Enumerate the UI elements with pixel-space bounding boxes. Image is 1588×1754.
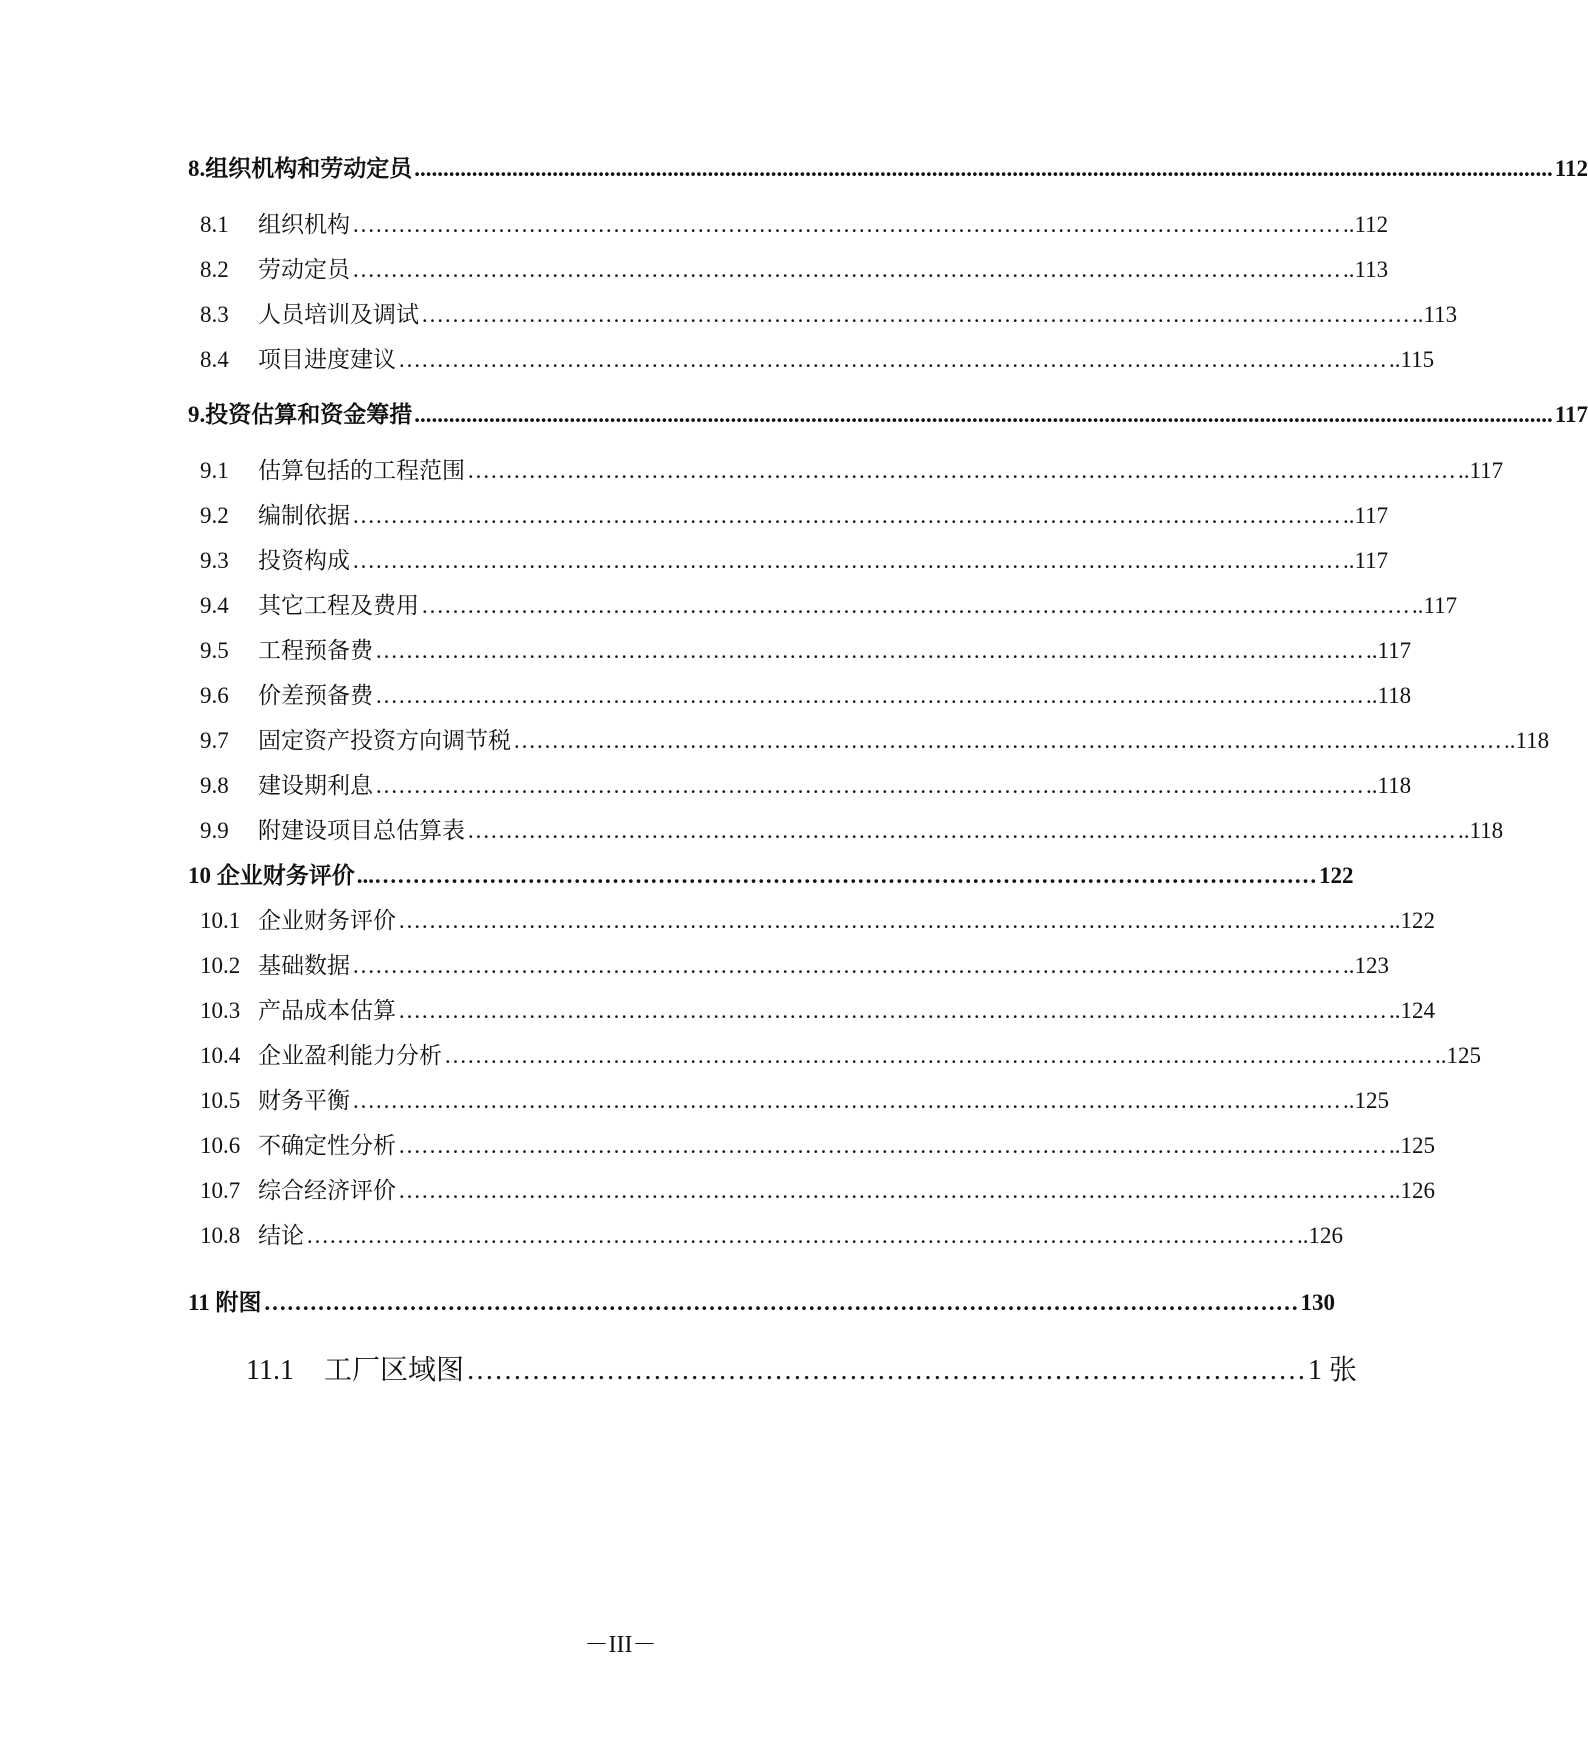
toc-item-number: 8.2 <box>200 257 229 282</box>
toc-item-title: 财务平衡 <box>258 1088 350 1113</box>
toc-item-number: 9.7 <box>200 728 229 753</box>
toc-page-number: 117 <box>1554 402 1588 427</box>
toc-chapter-8[interactable] <box>188 150 1588 183</box>
toc-page-number: ..126 <box>1389 1178 1435 1203</box>
toc-item-10-3[interactable] <box>200 992 1435 1025</box>
toc-item-number: 10.6 <box>200 1133 241 1158</box>
toc-item-title: 编制依据 <box>258 503 350 528</box>
toc-item-10-6[interactable] <box>200 1127 1435 1160</box>
toc-chapter-9[interactable] <box>188 396 1588 429</box>
dot-leader: ………………………………………………………………………………………………………………… <box>352 257 1341 282</box>
toc-item-title: 项目进度建议 <box>258 347 396 372</box>
toc-chapter-title: 9.投资估算和资金筹措 <box>188 402 413 427</box>
toc-item-8-4[interactable] <box>200 341 1435 374</box>
toc-item-number: 10.7 <box>200 1178 241 1203</box>
toc-page-number: ..113 <box>1343 257 1389 282</box>
dot-leader: ...…………………………………………………………………………………………………………… <box>356 863 1317 888</box>
toc-item-9-4[interactable] <box>200 587 1458 620</box>
dot-leader: ………………………………………………………………………………………………………………… <box>352 548 1341 573</box>
toc-item-8-3[interactable] <box>200 296 1458 329</box>
dot-leader: ………………………………………………………………………………………………………………… <box>398 1133 1387 1158</box>
toc-item-number: 9.5 <box>200 638 229 663</box>
toc-page-number: 130 <box>1300 1290 1335 1315</box>
toc-item-title: 附建设项目总估算表 <box>258 818 465 843</box>
toc-item-9-2[interactable] <box>200 497 1389 530</box>
toc-item-11-1[interactable] <box>246 1348 1358 1388</box>
dot-leader: ………………………………………………………………………………………………………………… <box>306 1223 1295 1248</box>
page-footer-number: －III－ <box>584 1632 657 1658</box>
dot-leader: ………………………………………………………………………………………………………………… <box>421 302 1410 327</box>
toc-page-number: ..113 <box>1412 302 1458 327</box>
toc-page-number: ..126 <box>1297 1223 1343 1248</box>
dot-leader: ………………………………………………………………………………………………………………… <box>398 908 1387 933</box>
dot-leader: ………………………………………………………………………………………………………………… <box>467 458 1456 483</box>
toc-chapter-title: 11 附图 <box>188 1290 262 1315</box>
toc-chapter-10[interactable] <box>188 857 1354 890</box>
toc-item-title: 投资构成 <box>258 548 350 573</box>
toc-item-8-1[interactable] <box>200 206 1389 239</box>
toc-chapter-title: 10 企业财务评价 <box>188 863 355 888</box>
toc-page-number: ..125 <box>1343 1088 1389 1113</box>
toc-chapter-title: 8.组织机构和劳动定员 <box>188 156 413 181</box>
toc-item-title: 价差预备费 <box>258 683 373 708</box>
toc-page-number: ..117 <box>1458 458 1504 483</box>
toc-item-title: 建设期利息 <box>258 773 373 798</box>
toc-item-title: 其它工程及费用 <box>258 593 419 618</box>
toc-item-9-1[interactable] <box>200 452 1504 485</box>
dot-leader: ...................................................................................................................................................................................................... <box>414 402 1553 427</box>
toc-item-number: 9.8 <box>200 773 229 798</box>
toc-page-number: ..117 <box>1343 503 1389 528</box>
toc-item-title: 企业财务评价 <box>258 908 396 933</box>
toc-item-number: 10.4 <box>200 1043 241 1068</box>
toc-page-number: ..118 <box>1504 728 1550 753</box>
toc-item-title: 不确定性分析 <box>258 1133 396 1158</box>
dot-leader: ………………………………………………………………………………………………………………… <box>375 773 1364 798</box>
toc-item-8-2[interactable] <box>200 251 1389 284</box>
toc-item-number: 10.8 <box>200 1223 241 1248</box>
toc-item-title: 劳动定员 <box>258 257 350 282</box>
toc-item-number: 9.6 <box>200 683 229 708</box>
toc-item-number: 9.4 <box>200 593 229 618</box>
toc-item-title: 综合经济评价 <box>258 1178 396 1203</box>
toc-item-10-2[interactable] <box>200 947 1389 980</box>
dot-leader: ………………………………………………………………………………………………………………… <box>352 212 1341 237</box>
toc-item-title: 工厂区域图 <box>324 1355 465 1386</box>
toc-page-number: ..118 <box>1458 818 1504 843</box>
toc-item-9-7[interactable] <box>200 722 1550 755</box>
dot-leader: ……………………………………………………………………………………………………………………… <box>263 1290 1299 1315</box>
dot-leader: ………………………………………………………………………………………………………………… <box>444 1043 1433 1068</box>
toc-item-number: 9.3 <box>200 548 229 573</box>
toc-item-number: 9.1 <box>200 458 229 483</box>
toc-page-number: ..117 <box>1412 593 1458 618</box>
toc-item-title: 估算包括的工程范围 <box>258 458 465 483</box>
toc-page-number: ..124 <box>1389 998 1435 1023</box>
toc-item-9-5[interactable] <box>200 632 1412 665</box>
toc-item-title: 基础数据 <box>258 953 350 978</box>
toc-item-number: 10.1 <box>200 908 241 933</box>
toc-page-number: 112 <box>1554 156 1588 181</box>
toc-page-number: 122 <box>1319 863 1354 888</box>
toc-item-number: 10.3 <box>200 998 241 1023</box>
dot-leader: ………………………………………………………………………………………………………………… <box>421 593 1410 618</box>
toc-item-title: 工程预备费 <box>258 638 373 663</box>
toc-item-number: 10.2 <box>200 953 241 978</box>
toc-chapter-11[interactable] <box>188 1284 1335 1317</box>
toc-page-number: ..117 <box>1343 548 1389 573</box>
toc-page-number: ..117 <box>1366 638 1412 663</box>
toc-item-10-4[interactable] <box>200 1037 1481 1070</box>
toc-item-9-8[interactable] <box>200 767 1412 800</box>
dot-leader: ………………………………………………………………………………………………………………… <box>375 638 1364 663</box>
toc-item-number: 10.5 <box>200 1088 241 1113</box>
toc-item-number: 8.3 <box>200 302 229 327</box>
toc-page-number: ..118 <box>1366 773 1412 798</box>
toc-page-number: ..118 <box>1366 683 1412 708</box>
toc-item-10-1[interactable] <box>200 902 1435 935</box>
toc-item-number: 11.1 <box>246 1355 294 1386</box>
toc-page-number: ..112 <box>1343 212 1389 237</box>
dot-leader: ………………………………………………………………………………………………………………… <box>398 1178 1387 1203</box>
toc-item-number: 9.2 <box>200 503 229 528</box>
toc-page-number: ..115 <box>1389 347 1435 372</box>
toc-item-title: 企业盈利能力分析 <box>258 1043 442 1068</box>
dot-leader: ………………………………………………………………………………………………………………… <box>398 347 1387 372</box>
toc-page-number: ..123 <box>1343 953 1389 978</box>
toc-item-title: 产品成本估算 <box>258 998 396 1023</box>
toc-item-title: 结论 <box>258 1223 304 1248</box>
toc-item-9-3[interactable] <box>200 542 1389 575</box>
dot-leader: ………………………………………………………………………………………………………………… <box>352 503 1341 528</box>
toc-item-10-5[interactable] <box>200 1082 1389 1115</box>
dot-leader: ………………………………………………………………………………………………………………… <box>513 728 1502 753</box>
dot-leader: ………………………………………………………………………………………………………………… <box>375 683 1364 708</box>
dot-leader: ……………………………………………………………………………… <box>466 1355 1307 1386</box>
dot-leader: ………………………………………………………………………………………………………………… <box>467 818 1456 843</box>
dot-leader: ………………………………………………………………………………………………………………… <box>352 1088 1341 1113</box>
toc-item-title: 组织机构 <box>258 212 350 237</box>
toc-item-title: 人员培训及调试 <box>258 302 419 327</box>
dot-leader: ………………………………………………………………………………………………………………… <box>398 998 1387 1023</box>
dot-leader: ...................................................................................................................................................................................................... <box>414 156 1553 181</box>
toc-item-9-9[interactable] <box>200 812 1504 845</box>
toc-page-number: ..125 <box>1389 1133 1435 1158</box>
toc-page-number: 1 张 <box>1308 1355 1358 1386</box>
toc-page-number: ..122 <box>1389 908 1435 933</box>
toc-item-title: 固定资产投资方向调节税 <box>258 728 511 753</box>
toc-item-number: 8.4 <box>200 347 229 372</box>
toc-item-10-8[interactable] <box>200 1217 1343 1250</box>
toc-item-number: 9.9 <box>200 818 229 843</box>
toc-item-9-6[interactable] <box>200 677 1412 710</box>
dot-leader: ………………………………………………………………………………………………………………… <box>352 953 1341 978</box>
toc-item-10-7[interactable] <box>200 1172 1435 1205</box>
toc-page-number: ..125 <box>1435 1043 1481 1068</box>
toc-item-number: 8.1 <box>200 212 229 237</box>
